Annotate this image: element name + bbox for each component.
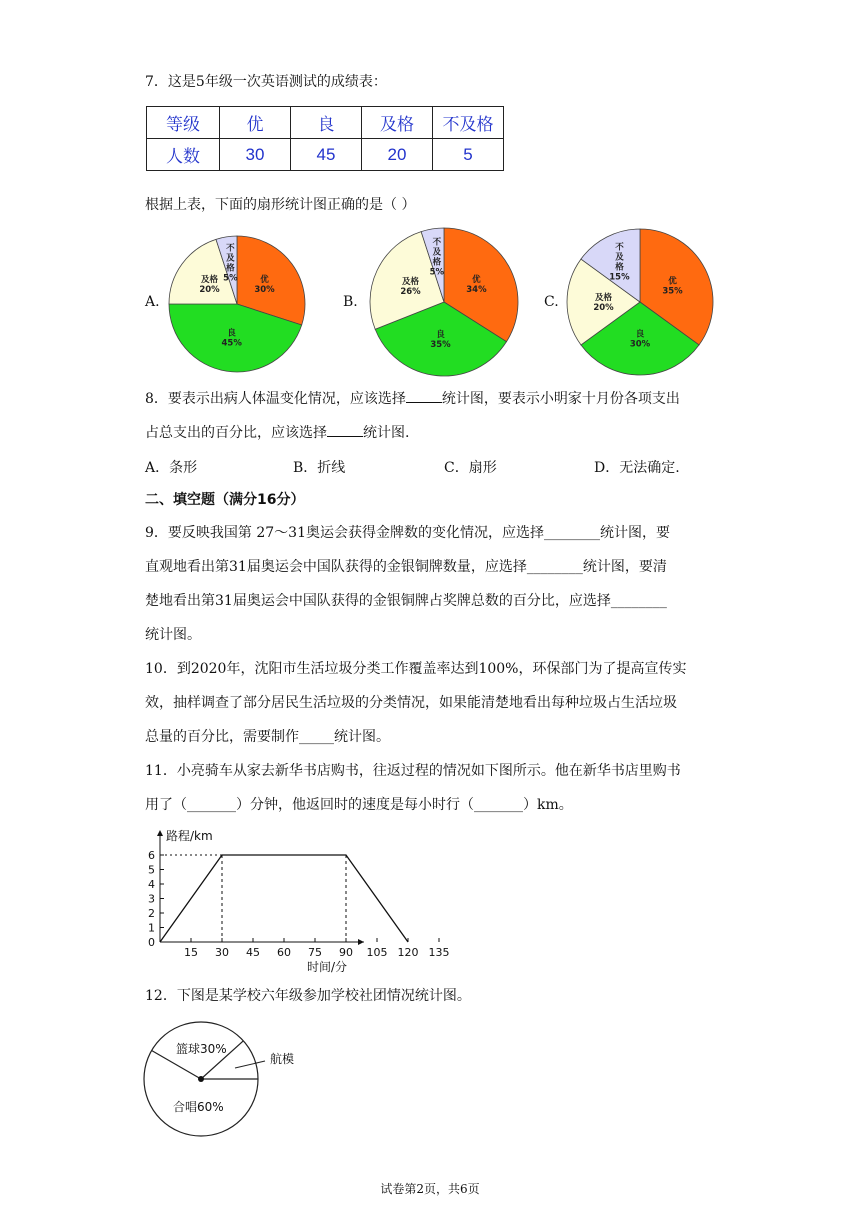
x-tick-label: 60 (277, 946, 291, 959)
section-heading: 二、填空题（满分16分） (145, 492, 305, 508)
x-tick-label: 15 (184, 946, 198, 959)
pie-slice-label: 不 (432, 237, 442, 248)
q8-option-c: C．扇形 (444, 460, 497, 476)
q8-option-d: D．无法确定. (594, 460, 680, 476)
pie-slice-label: 优 (668, 276, 677, 287)
x-axis-arrow (358, 939, 364, 945)
q9-line: 直观地看出第31届奥运会中国队获得的金银铜牌数量，应选择________统计图，要清 (145, 559, 667, 575)
q9-line: 楚地看出第31届奥运会中国队获得的金银铜牌占奖牌总数的百分比，应选择________ (145, 593, 667, 609)
pie-slice-label: 35% (662, 286, 683, 297)
pie-slice-label: 及 (432, 247, 442, 258)
pie-slice-label: 良 (635, 329, 645, 340)
y-tick-label: 6 (148, 849, 155, 862)
pie-slice-label: 20% (199, 285, 220, 296)
pie-slice-label: 5% (223, 273, 238, 284)
q8-line2-b: 统计图. (363, 425, 410, 441)
pie-slice-label: 15% (609, 272, 630, 283)
table-cell: 优 (220, 107, 291, 139)
q9-line: 统计图。 (145, 627, 201, 643)
option-b-letter: B. (343, 294, 358, 310)
pie-slice-label: 及格 (594, 293, 613, 303)
y-tick-label: 5 (148, 863, 155, 877)
q10-line: 总量的百分比，需要制作_____统计图。 (145, 729, 390, 745)
x-tick-label: 45 (246, 946, 260, 959)
q8-option-b: B．折线 (293, 460, 346, 476)
pie-slice-label: 26% (400, 287, 421, 298)
option-c-letter: C. (544, 294, 559, 310)
y-axis-arrow (157, 830, 163, 836)
y-tick-label: 1 (148, 921, 155, 935)
q8-line2 (145, 422, 409, 443)
y-tick-label: 2 (148, 907, 155, 920)
y-axis-label: 路程/km (166, 829, 213, 843)
pie-slice-label: 格 (615, 262, 624, 273)
x-tick-label: 75 (308, 946, 322, 959)
pie-slice-label: 优 (260, 275, 269, 286)
x-tick-label: 90 (339, 946, 353, 959)
pie-slice-label: 及 (615, 252, 624, 263)
page-footer: 试卷第2页，共6页 (380, 1182, 480, 1196)
x-tick-label: 135 (428, 946, 450, 959)
q10-line: 10．到2020年，沈阳市生活垃圾分类工作覆盖率达到100%，环保部门为了提高宣传实 (145, 661, 687, 677)
club-pie-chart (140, 1018, 320, 1143)
pie-chart-a (169, 236, 305, 372)
pie-slice-label: 格 (432, 257, 442, 268)
option-a-letter: A. (145, 294, 160, 310)
q12-title: 12．下图是某学校六年级参加学校社团情况统计图。 (145, 988, 471, 1004)
pie-center-dot (198, 1076, 204, 1082)
table-cell: 等级 (147, 107, 220, 139)
y-tick-label: 3 (148, 892, 155, 906)
pie-slice-label: 20% (593, 303, 614, 313)
q8-line2-a: 占总支出的百分比，应该选择 (145, 425, 327, 441)
table-cell: 45 (291, 139, 362, 171)
table-cell: 人数 (147, 139, 220, 171)
line-chart-body (148, 830, 450, 959)
table-cell: 及格 (362, 107, 433, 139)
q11-line: 11．小亮骑车从家去新华书店购书，往返过程的情况如下图所示。他在新华书店里购书 (145, 763, 681, 779)
pie-slice-label: 良 (227, 328, 236, 339)
q7-pie-charts (150, 222, 850, 382)
pie-slice-label: 35% (430, 339, 451, 350)
table-cell: 不及格 (433, 107, 504, 139)
x-tick-label: 30 (215, 946, 229, 959)
pie-chart-b (370, 228, 518, 376)
pie-slice-label: 不 (226, 243, 235, 254)
q8-option-a: A．条形 (145, 460, 198, 476)
table-cell: 20 (362, 139, 433, 171)
answer-blank (406, 388, 442, 403)
q10-line: 效，抽样调查了部分居民生活垃圾的分类情况，如果能清楚地看出每种垃圾占生活垃圾 (145, 695, 677, 711)
pie-slice-label: 34% (466, 285, 487, 296)
y-tick-label: 4 (148, 878, 155, 891)
pie-slice-label: 30% (629, 339, 651, 350)
pie-slice-label: 45% (221, 338, 242, 349)
score-table (146, 106, 504, 171)
table-cell: 良 (291, 107, 362, 139)
pie-slice-label: 良 (436, 329, 445, 340)
label-choir: 合唱60% (173, 1100, 224, 1114)
pie-slice-label: 5% (429, 267, 445, 278)
score-table-header-row (147, 107, 504, 139)
table-cell: 5 (433, 139, 504, 171)
pie-slice-label: 优 (472, 275, 481, 286)
pie-slice-label: 及 (226, 253, 235, 264)
score-table-data-row (147, 139, 504, 171)
pie-slice-label: 30% (254, 285, 275, 296)
q7-question: 根据上表，下面的扇形统计图正确的是（ ） (145, 197, 416, 213)
distance-line (160, 855, 408, 942)
answer-blank (327, 422, 363, 437)
x-tick-label: 120 (397, 946, 419, 959)
y-tick-label: 0 (148, 936, 155, 949)
x-axis-label: 时间/分 (307, 960, 348, 974)
label-model: 航模 (270, 1052, 295, 1066)
pie-slice-label: 格 (226, 263, 235, 274)
pie-slice-label: 及格 (402, 277, 420, 288)
label-basketball: 篮球30% (176, 1042, 227, 1056)
table-cell: 30 (220, 139, 291, 171)
leader-line (235, 1061, 265, 1068)
q7-title: 7．这是5年级一次英语测试的成绩表： (145, 74, 387, 90)
pie-chart-c (567, 229, 713, 375)
q11-line: 用了（_______）分钟，他返回时的速度是每小时行（_______）km。 (145, 797, 573, 813)
distance-time-chart (140, 826, 450, 976)
q9-line: 9．要反映我国第 27～31奥运会获得金牌数的变化情况，应选择________统计图，要 (145, 525, 670, 541)
x-tick-label: 105 (366, 946, 388, 959)
pie-slice-label: 及格 (200, 275, 219, 286)
q8-line1-a: 8．要表示出病人体温变化情况，应该选择 (145, 391, 406, 407)
q8-line1-b: 统计图，要表示小明家十月份各项支出 (441, 391, 680, 407)
q8-line1 (145, 388, 680, 409)
pie-slice-label: 不 (615, 242, 624, 253)
